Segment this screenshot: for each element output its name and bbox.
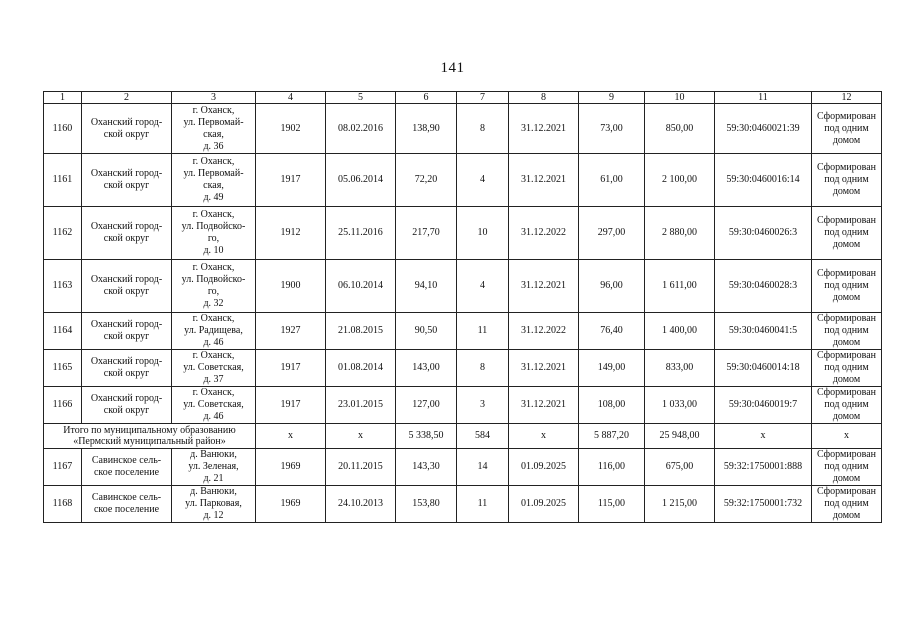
table-cell: 76,40 <box>579 313 645 350</box>
table-cell: 1 611,00 <box>645 260 715 313</box>
column-number-3: 3 <box>172 92 256 104</box>
table-cell: 14 <box>457 449 509 486</box>
table-cell: 138,90 <box>396 104 457 154</box>
table-cell: 23.01.2015 <box>326 387 396 424</box>
table-cell: 1 033,00 <box>645 387 715 424</box>
table-cell: д. Ванюки, ул. Парковая, д. 12 <box>172 486 256 523</box>
total-cell: 5 338,50 <box>396 424 457 449</box>
page-number: 141 <box>440 60 465 76</box>
table-cell: 149,00 <box>579 350 645 387</box>
total-cell: 25 948,00 <box>645 424 715 449</box>
table-cell: 01.08.2014 <box>326 350 396 387</box>
total-row <box>44 424 882 449</box>
table-cell: 2 100,00 <box>645 154 715 207</box>
total-cell: 584 <box>457 424 509 449</box>
table-cell: г. Оханск, ул. Подвойско- го, д. 32 <box>172 260 256 313</box>
registry-table <box>43 91 882 523</box>
table-cell: Оханский город- ской округ <box>82 207 172 260</box>
table-cell: 1 400,00 <box>645 313 715 350</box>
table-cell: 31.12.2021 <box>509 260 579 313</box>
table-cell: 01.09.2025 <box>509 486 579 523</box>
table-row <box>44 313 882 350</box>
table-cell: 59:32:1750001:732 <box>715 486 812 523</box>
table-cell: 31.12.2021 <box>509 154 579 207</box>
table-cell: 31.12.2021 <box>509 387 579 424</box>
table-cell: 1917 <box>256 387 326 424</box>
column-number-1: 1 <box>44 92 82 104</box>
table-cell: Савинское сель- ское поселение <box>82 449 172 486</box>
table-cell: Оханский город- ской округ <box>82 350 172 387</box>
table-cell: Оханский город- ской округ <box>82 104 172 154</box>
table-cell: 06.10.2014 <box>326 260 396 313</box>
table-cell: 1161 <box>44 154 82 207</box>
table-cell: Сформирован под одним домом <box>812 260 882 313</box>
table-cell: 4 <box>457 260 509 313</box>
table-cell: г. Оханск, ул. Подвойско- го, д. 10 <box>172 207 256 260</box>
table-cell: 05.06.2014 <box>326 154 396 207</box>
table-cell: 10 <box>457 207 509 260</box>
table-row <box>44 350 882 387</box>
table-cell: 94,10 <box>396 260 457 313</box>
table-row <box>44 387 882 424</box>
table-cell: 59:32:1750001:888 <box>715 449 812 486</box>
table-cell: Сформирован под одним домом <box>812 486 882 523</box>
table-row <box>44 207 882 260</box>
table-row <box>44 260 882 313</box>
table-cell: 01.09.2025 <box>509 449 579 486</box>
column-number-6: 6 <box>396 92 457 104</box>
table-cell: 59:30:0460026:3 <box>715 207 812 260</box>
table-cell: г. Оханск, ул. Первомай- ская, д. 49 <box>172 154 256 207</box>
table-cell: 25.11.2016 <box>326 207 396 260</box>
table-cell: 1163 <box>44 260 82 313</box>
table-cell: 31.12.2021 <box>509 350 579 387</box>
total-cell: x <box>509 424 579 449</box>
table-cell: 143,00 <box>396 350 457 387</box>
table-cell: 21.08.2015 <box>326 313 396 350</box>
table-cell: 59:30:0460021:39 <box>715 104 812 154</box>
table-cell: 1900 <box>256 260 326 313</box>
column-number-9: 9 <box>579 92 645 104</box>
table-cell: 833,00 <box>645 350 715 387</box>
table-cell: г. Оханск, ул. Советская, д. 46 <box>172 387 256 424</box>
table-cell: 217,70 <box>396 207 457 260</box>
column-number-4: 4 <box>256 92 326 104</box>
table-cell: 59:30:0460016:14 <box>715 154 812 207</box>
table-cell: 11 <box>457 313 509 350</box>
table-cell: 72,20 <box>396 154 457 207</box>
table-cell: 1165 <box>44 350 82 387</box>
table-cell: 1167 <box>44 449 82 486</box>
table-cell: 59:30:0460019:7 <box>715 387 812 424</box>
table-cell: 116,00 <box>579 449 645 486</box>
table-cell: д. Ванюки, ул. Зеленая, д. 21 <box>172 449 256 486</box>
table-row <box>44 104 882 154</box>
table-cell: 1969 <box>256 486 326 523</box>
table-cell: 143,30 <box>396 449 457 486</box>
table-cell: 31.12.2021 <box>509 104 579 154</box>
table-cell: Оханский город- ской округ <box>82 387 172 424</box>
table-cell: Оханский город- ской округ <box>82 260 172 313</box>
table-row <box>44 154 882 207</box>
table-cell: 1917 <box>256 350 326 387</box>
table-cell: 31.12.2022 <box>509 313 579 350</box>
table-cell: г. Оханск, ул. Первомай- ская, д. 36 <box>172 104 256 154</box>
table-cell: 4 <box>457 154 509 207</box>
table-cell: Сформирован под одним домом <box>812 350 882 387</box>
table-cell: 850,00 <box>645 104 715 154</box>
total-cell: x <box>256 424 326 449</box>
table-cell: 1902 <box>256 104 326 154</box>
table-cell: г. Оханск, ул. Радищева, д. 46 <box>172 313 256 350</box>
table-cell: Сформирован под одним домом <box>812 207 882 260</box>
table-cell: 59:30:0460041:5 <box>715 313 812 350</box>
table-cell: 1 215,00 <box>645 486 715 523</box>
column-number-7: 7 <box>457 92 509 104</box>
column-number-10: 10 <box>645 92 715 104</box>
table-cell: 1912 <box>256 207 326 260</box>
table-cell: 108,00 <box>579 387 645 424</box>
table-cell: 96,00 <box>579 260 645 313</box>
table-cell: 675,00 <box>645 449 715 486</box>
table-cell: 20.11.2015 <box>326 449 396 486</box>
table-cell: 1162 <box>44 207 82 260</box>
column-number-11: 11 <box>715 92 812 104</box>
table-cell: 297,00 <box>579 207 645 260</box>
table-cell: 59:30:0460014:18 <box>715 350 812 387</box>
table-cell: Оханский город- ской округ <box>82 313 172 350</box>
total-cell: x <box>326 424 396 449</box>
table-cell: 1969 <box>256 449 326 486</box>
table-cell: 24.10.2013 <box>326 486 396 523</box>
total-cell: 5 887,20 <box>579 424 645 449</box>
column-number-5: 5 <box>326 92 396 104</box>
column-number-2: 2 <box>82 92 172 104</box>
table-cell: Оханский город- ской округ <box>82 154 172 207</box>
table-cell: Сформирован под одним домом <box>812 104 882 154</box>
total-cell: x <box>715 424 812 449</box>
column-number-12: 12 <box>812 92 882 104</box>
table-cell: 73,00 <box>579 104 645 154</box>
column-number-row <box>44 92 882 104</box>
table-cell: 59:30:0460028:3 <box>715 260 812 313</box>
table-cell: 127,00 <box>396 387 457 424</box>
total-label: Итого по муниципальному образованию «Пермский муниципальный район» <box>44 424 256 449</box>
table-cell: Сформирован под одним домом <box>812 313 882 350</box>
table-body <box>44 104 882 523</box>
table-cell: 1160 <box>44 104 82 154</box>
table-cell: 2 880,00 <box>645 207 715 260</box>
table-cell: Сформирован под одним домом <box>812 449 882 486</box>
table-cell: г. Оханск, ул. Советская, д. 37 <box>172 350 256 387</box>
table-cell: 1927 <box>256 313 326 350</box>
table-row <box>44 449 882 486</box>
table-cell: Савинское сель- ское поселение <box>82 486 172 523</box>
column-number-8: 8 <box>509 92 579 104</box>
table-cell: 1166 <box>44 387 82 424</box>
table-cell: 8 <box>457 350 509 387</box>
table-cell: 61,00 <box>579 154 645 207</box>
table-cell: Сформирован под одним домом <box>812 154 882 207</box>
table-cell: 90,50 <box>396 313 457 350</box>
table-cell: 153,80 <box>396 486 457 523</box>
table-cell: 1917 <box>256 154 326 207</box>
table-cell: 8 <box>457 104 509 154</box>
table-cell: 31.12.2022 <box>509 207 579 260</box>
table-cell: 3 <box>457 387 509 424</box>
table-cell: Сформирован под одним домом <box>812 387 882 424</box>
table-cell: 115,00 <box>579 486 645 523</box>
table-row <box>44 486 882 523</box>
table-cell: 08.02.2016 <box>326 104 396 154</box>
total-cell: x <box>812 424 882 449</box>
table-cell: 11 <box>457 486 509 523</box>
table-cell: 1164 <box>44 313 82 350</box>
table-cell: 1168 <box>44 486 82 523</box>
